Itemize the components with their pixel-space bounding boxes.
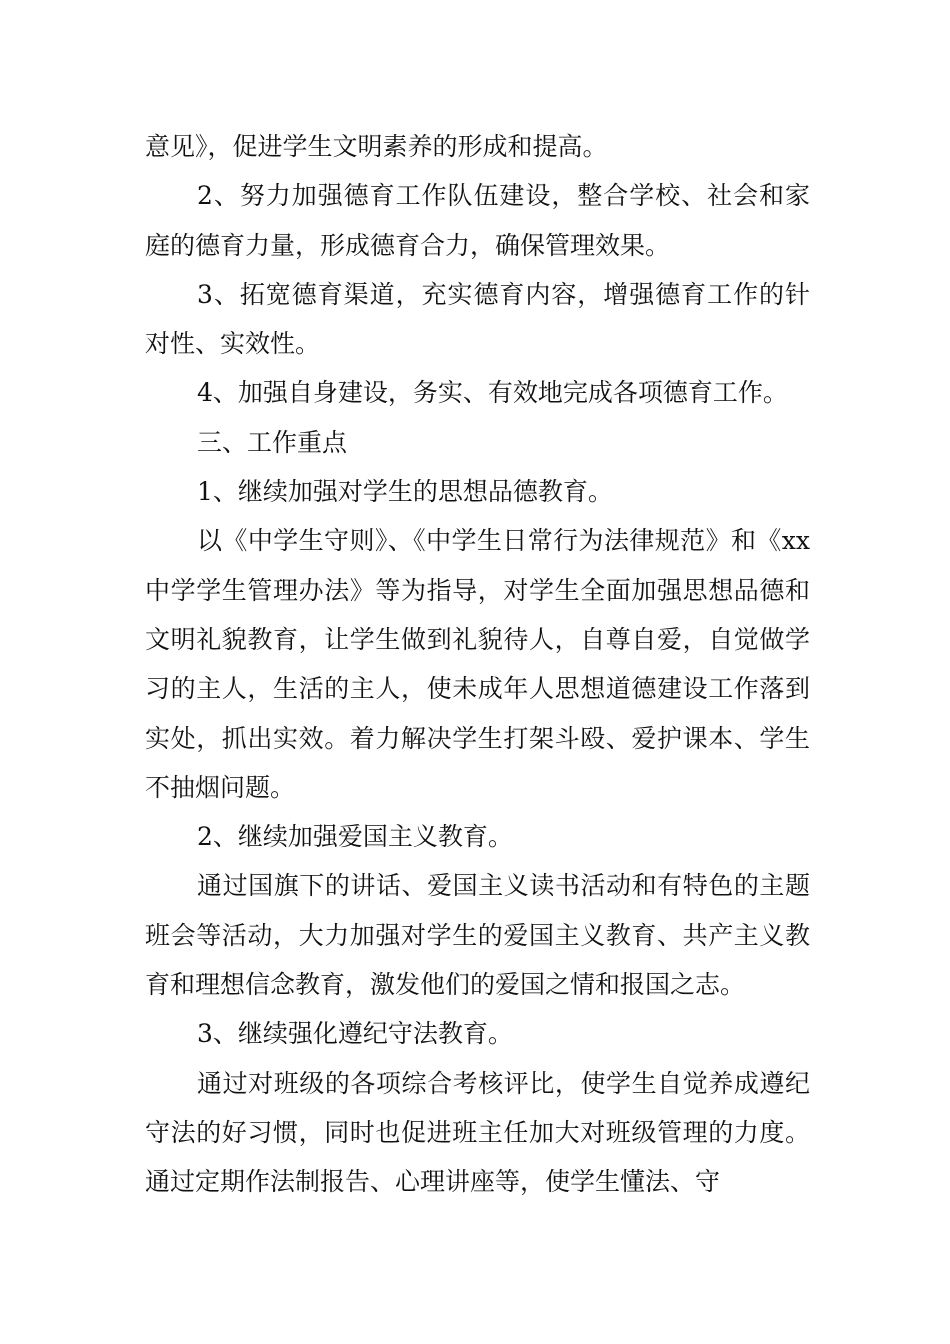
paragraph-4: 4、加强自身建设，务实、有效地完成各项德育工作。	[197, 378, 788, 408]
item-heading-3: 3、继续强化遵纪守法教育。	[197, 1019, 513, 1049]
item-heading-1: 1、继续加强对学生的思想品德教育。	[197, 477, 613, 507]
paragraph-3: 3、拓宽德育渠道，充实德育内容，增强德育工作的针对性、实效性。	[145, 279, 810, 359]
paragraph-11: 通过对班级的各项综合考核评比，使学生自觉养成遵纪守法的好习惯，同时也促进班主任加大对班级管理的力度。通过定期作法制报告、心理讲座等，使学生懂法、守	[145, 1068, 810, 1197]
paragraph-2: 2、努力加强德育工作队伍建设，整合学校、社会和家庭的德育力量，形成德育合力，确保管理效果。	[145, 181, 810, 260]
section-heading: 三、工作重点	[197, 427, 348, 457]
document-page	[145, 122, 810, 1207]
paragraph-1: 意见》，促进学生文明素养的形成和提高。	[145, 132, 608, 161]
paragraph-9: 通过国旗下的讲话、爱国主义读书活动和有特色的主题班会等活动，大力加强对学生的爱国主义教育、共产主义教育和理想信念教育，激发他们的爱国之情和报国之志。	[145, 871, 810, 1000]
item-heading-2: 2、继续加强爱国主义教育。	[197, 822, 513, 852]
paragraph-7: 以《中学生守则》、《中学生日常行为法律规范》和《xx中学学生管理办法》等为指导，对学生全面加强思想品德和文明礼貌教育，让学生做到礼貌待人，自尊自爱，自觉做学习的主人，生活的主人，使未成年人思想道德建设工作落到实处，抓出实效。着力解决学生打架斗殴、爱护课本、学生不抽烟问题。	[145, 526, 810, 802]
